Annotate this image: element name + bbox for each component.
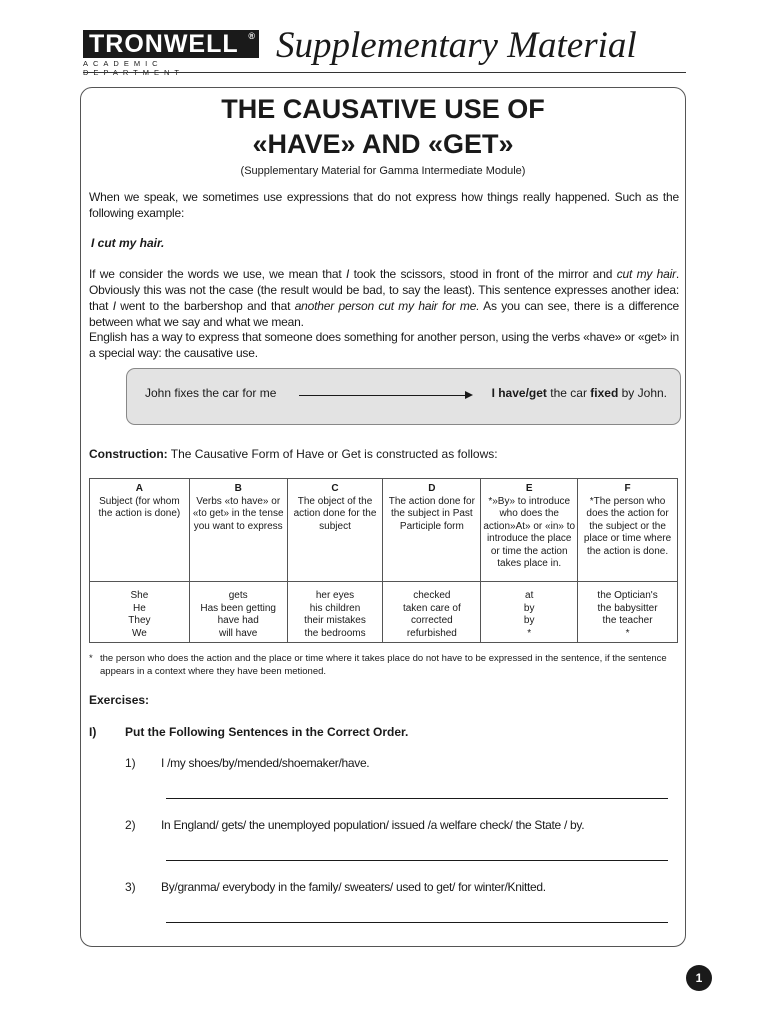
table-header-cell: C The object of the action done for the subject	[287, 479, 383, 582]
answer-line[interactable]	[166, 922, 668, 923]
exercises-heading: Exercises:	[89, 693, 150, 707]
table-cell: checked taken care of corrected refurbished	[383, 582, 481, 643]
question-text: In England/ gets/ the unemployed population/ issued /a welfare check/ the State / by.	[161, 818, 585, 832]
table-header-cell: A Subject (for whom the action is done)	[90, 479, 190, 582]
construction-line: Construction: The Causative Form of Have or Get is constructed as follows:	[89, 447, 498, 461]
example-plain: John fixes the car for me	[145, 386, 277, 400]
answer-line[interactable]	[166, 798, 668, 799]
question-number: 2)	[125, 818, 136, 832]
section-title: Put the Following Sentences in the Correct Order.	[125, 725, 409, 739]
header-divider	[83, 72, 686, 73]
logo-department: ACADEMIC	[83, 59, 163, 68]
question-text: I /my shoes/by/mended/shoemaker/have.	[161, 756, 370, 770]
arrow-right-icon	[299, 395, 471, 396]
table-cell: the Optician's the babysitter the teacher *	[578, 582, 678, 643]
table-cell: her eyes his children their mistakes the bedrooms	[287, 582, 383, 643]
table-cell: at by by *	[481, 582, 578, 643]
question-number: 3)	[125, 880, 136, 894]
footnote-text: the person who does the action and the place or time where it takes place do not have to be expressed in the sentence, if the sentence appears in a context where they have been metioned.	[100, 653, 667, 677]
registered-mark: ®	[248, 31, 256, 41]
table-header-row	[90, 479, 678, 582]
table-header-cell: E *»By» to introduce who does the action»At» or «in» to introduce the place or time the action takes place in.	[481, 479, 578, 582]
header-title: Supplementary Material	[276, 25, 637, 66]
causative-table	[89, 478, 678, 643]
section-number: I)	[89, 725, 97, 739]
intro-paragraph-1: When we speak, we sometimes use expressions that do not express how things really happened. Such as the following example:	[89, 190, 679, 220]
question-number: 1)	[125, 756, 136, 770]
table-cell: She He They We	[90, 582, 190, 643]
title-line-1: THE CAUSATIVE USE OF	[221, 94, 545, 124]
example-causative: I have/get the car fixed by John.	[491, 386, 667, 400]
example-box	[126, 368, 681, 425]
table-header-cell: F *The person who does the action for the subject or the place or time where the action is done.	[578, 479, 678, 582]
intro-paragraph-2: If we consider the words we use, we mean that I took the scissors, stood in front of the mirror and cut my hair. Obviously this was not the case (the result would be bad, to say the least). This sentence expresses another idea: that I went to the barbershop and that another person cut my hair for me. As you can see, there is a difference between what we say and what we mean.	[89, 267, 680, 329]
table-header-cell: B Verbs «to have» or «to get» in the tense you want to express	[189, 479, 287, 582]
page-title	[80, 92, 686, 162]
question-text: By/granma/ everybody in the family/ sweaters/ used to get/ for winter/Knitted.	[161, 880, 546, 894]
logo	[83, 30, 259, 58]
answer-line[interactable]	[166, 860, 668, 861]
title-line-2: «HAVE» AND «GET»	[252, 129, 514, 159]
table-cell: gets Has been getting have had will have	[189, 582, 287, 643]
table-header-cell: D The action done for the subject in Past Participle form	[383, 479, 481, 582]
example-sentence: I cut my hair.	[91, 236, 165, 250]
intro-paragraph-3: English has a way to express that someone does something for another person, using the verbs «have» or «get» in a special way: the causative use.	[89, 330, 679, 360]
page-number-badge: 1	[686, 965, 712, 991]
table-row	[90, 582, 678, 643]
logo-text: TRONWELL	[89, 30, 239, 58]
footnote-star: *	[89, 653, 93, 664]
subtitle: (Supplementary Material for Gamma Intermediate Module)	[240, 165, 526, 177]
